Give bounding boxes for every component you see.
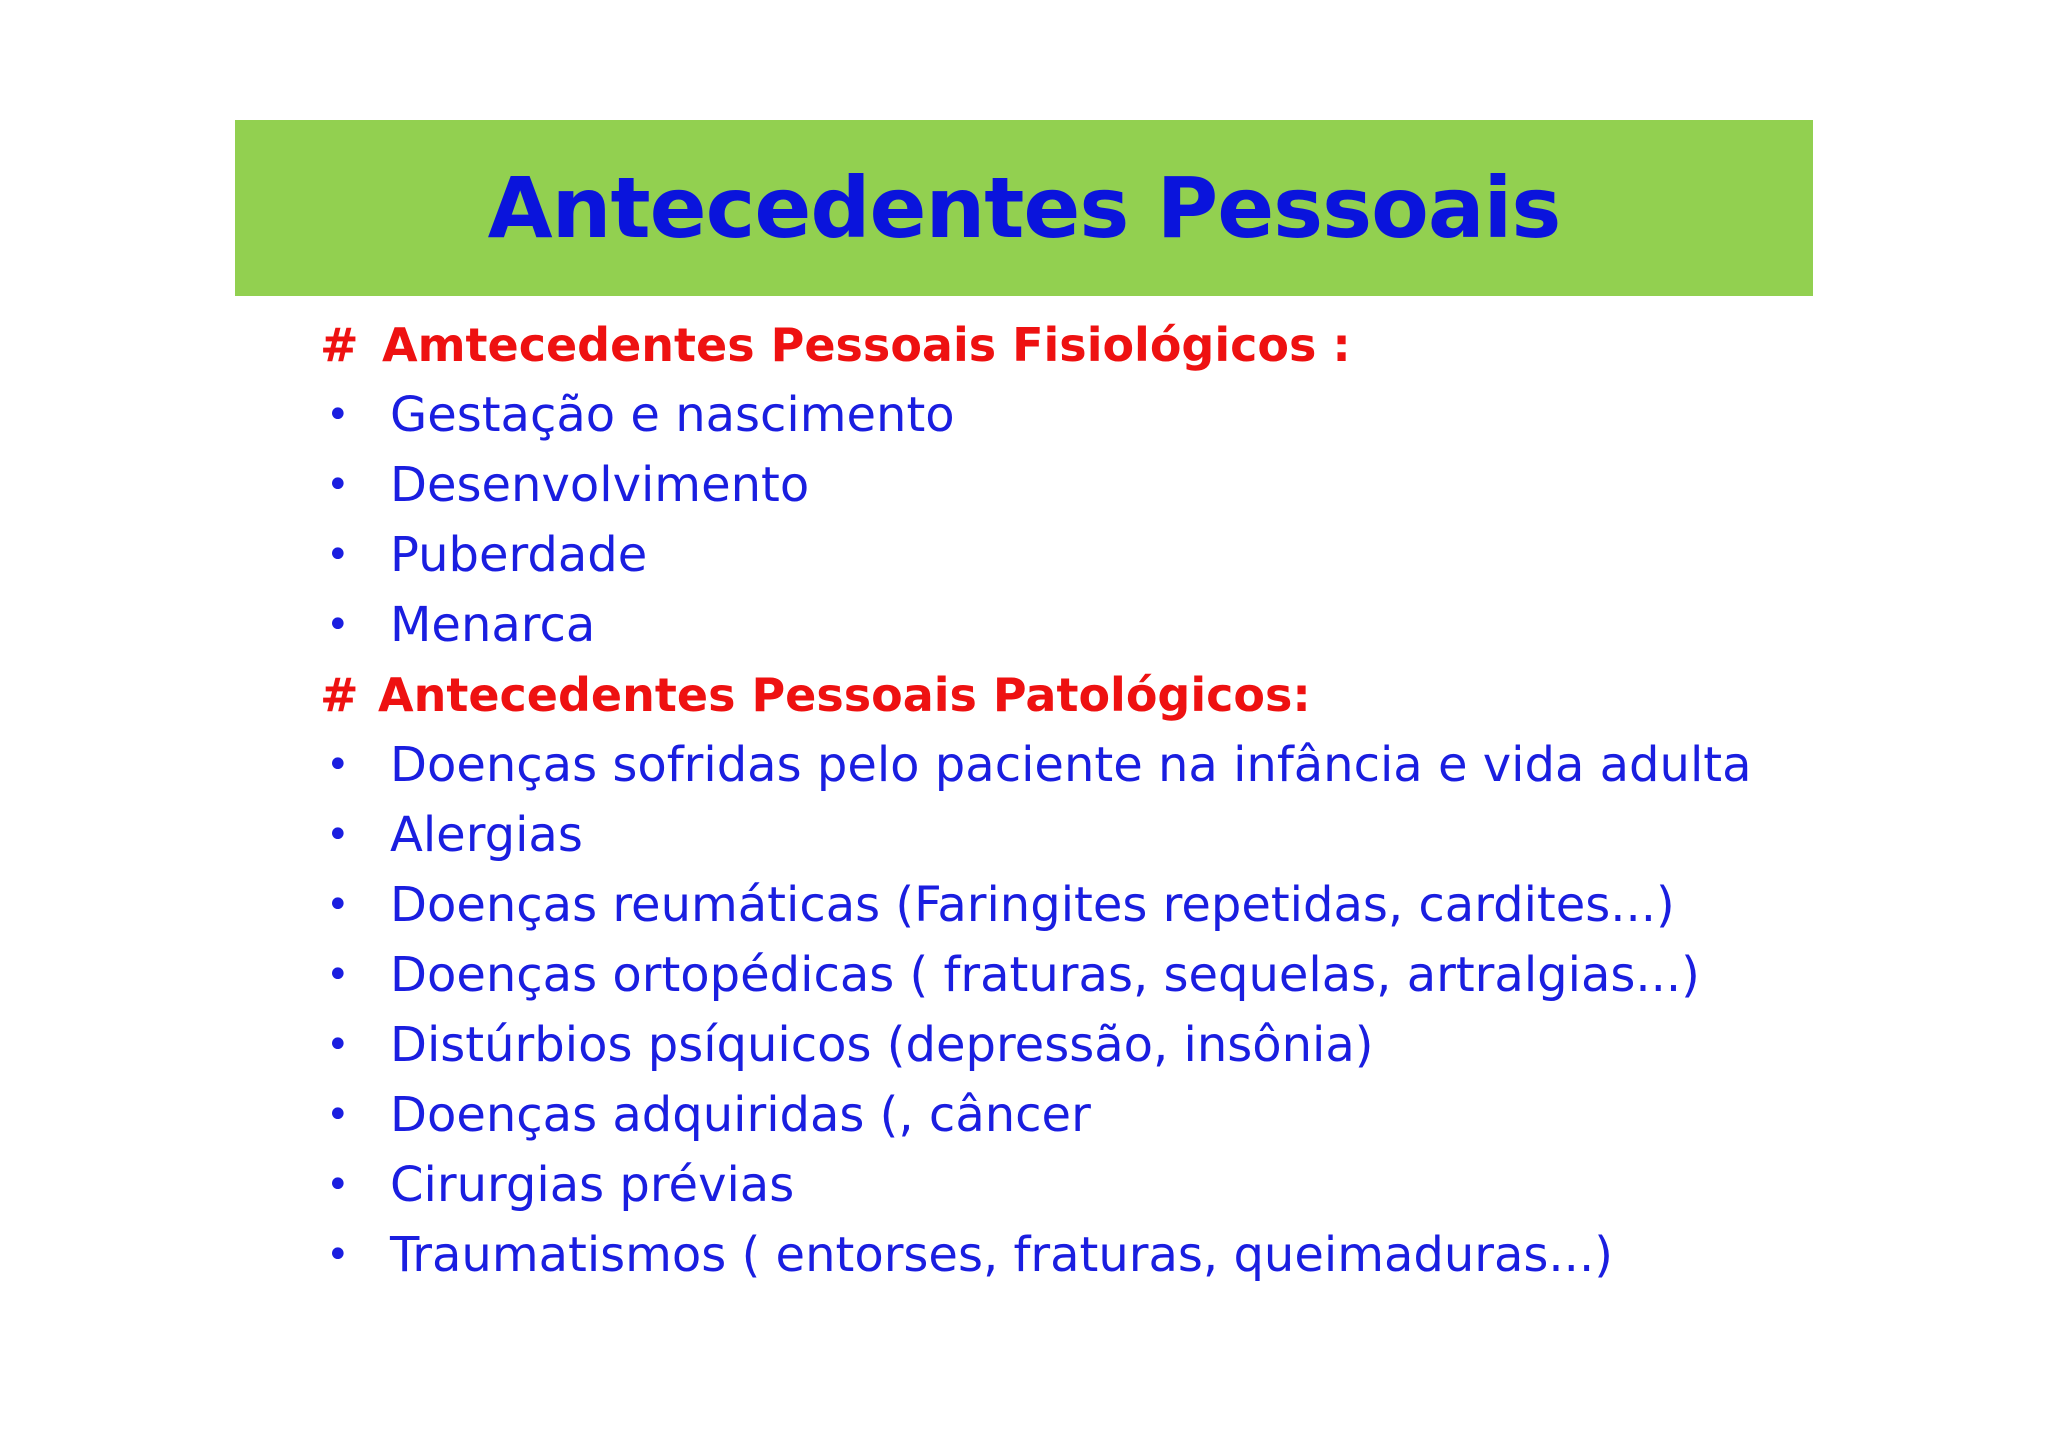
- list-item: [320, 450, 1820, 520]
- bullet-icon: •: [326, 532, 350, 578]
- list-item-text: Puberdade: [390, 527, 648, 583]
- bullet-icon: •: [326, 1022, 350, 1068]
- bullet-icon: •: [326, 1162, 350, 1208]
- bullet-icon: •: [326, 882, 350, 928]
- list-item-text: Alergias: [390, 807, 583, 863]
- list-item: [320, 1080, 1820, 1150]
- list-item: [320, 800, 1820, 870]
- bullet-icon: •: [326, 742, 350, 788]
- slide-content: [320, 310, 1820, 1290]
- list-item-text: Traumatismos ( entorses, fraturas, queimaduras...): [390, 1227, 1613, 1283]
- list-item: [320, 730, 1820, 800]
- list-item: [320, 1150, 1820, 1220]
- bullet-icon: •: [326, 952, 350, 998]
- section-heading-text: Antecedentes Pessoais Patológicos:: [378, 668, 1311, 722]
- title-banner: [235, 120, 1813, 296]
- list-item-text: Gestação e nascimento: [390, 387, 955, 443]
- list-item: [320, 940, 1820, 1010]
- section-heading-patologicos: [320, 660, 1820, 730]
- list-item: [320, 870, 1820, 940]
- list-item-text: Menarca: [390, 597, 596, 653]
- list-item-text: Desenvolvimento: [390, 457, 810, 513]
- list-item-text: Doenças ortopédicas ( fraturas, sequelas, artralgias...): [390, 947, 1700, 1003]
- list-item-text: Doenças reumáticas (Faringites repetidas, cardites...): [390, 877, 1675, 933]
- hash-marker: #: [320, 668, 359, 722]
- bullet-icon: •: [326, 392, 350, 438]
- list-item-text: Distúrbios psíquicos (depressão, insônia): [390, 1017, 1374, 1073]
- list-item: [320, 520, 1820, 590]
- bullet-icon: •: [326, 462, 350, 508]
- hash-marker: #: [320, 318, 359, 372]
- section-heading-fisiologicos: [320, 310, 1820, 380]
- bullet-icon: •: [326, 812, 350, 858]
- list-item-text: Doenças adquiridas (, câncer: [390, 1087, 1091, 1143]
- bullet-icon: •: [326, 1232, 350, 1278]
- page-title: Antecedentes Pessoais: [487, 159, 1561, 257]
- list-item: [320, 380, 1820, 450]
- bullet-icon: •: [326, 1092, 350, 1138]
- list-item-text: Doenças sofridas pelo paciente na infância e vida adulta: [390, 737, 1752, 793]
- list-item-text: Cirurgias prévias: [390, 1157, 795, 1213]
- list-item: [320, 590, 1820, 660]
- list-item: [320, 1220, 1820, 1290]
- section-heading-text: Amtecedentes Pessoais Fisiológicos :: [382, 318, 1351, 372]
- list-item: [320, 1010, 1820, 1080]
- bullet-icon: •: [326, 602, 350, 648]
